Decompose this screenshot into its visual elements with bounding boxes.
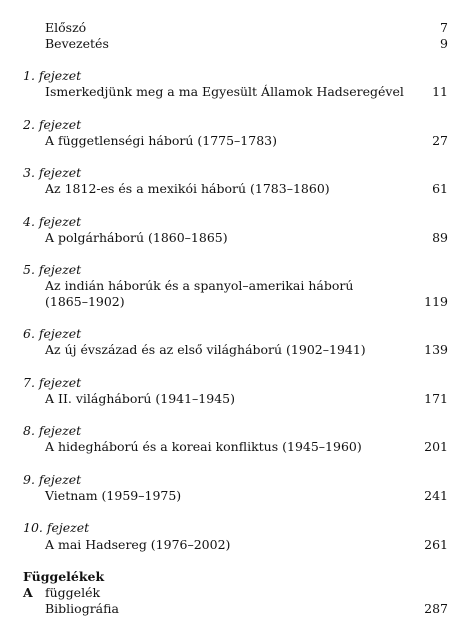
page-number: 261 [424,537,448,552]
chapter-label: 10. fejezet [23,520,90,535]
page-number: 201 [424,439,448,454]
chapter-label-row [0,326,473,342]
entry-title: A hidegháború és a koreai konfliktus (1945–1960) [45,439,362,454]
chapter-label-row [0,68,473,84]
page-number: 11 [432,84,448,99]
page-number: 7 [440,20,448,35]
entry-title: A függetlenségi háború (1775–1783) [45,133,277,148]
toc-entry-bibliografia [0,601,473,617]
appendix-heading: Függelékek [23,569,105,584]
appendix-letter: A [23,585,33,600]
toc-entry-chapter-1 [0,84,473,100]
toc-entry-chapter-2 [0,133,473,149]
chapter-label-row [0,165,473,181]
appendix-heading-row [0,569,473,585]
toc-entry-chapter-9 [0,488,473,504]
chapter-label: 4. fejezet [23,214,82,229]
page-number: 139 [424,342,448,357]
entry-title: Ismerkedjünk meg a ma Egyesült Államok Hadseregével [45,84,404,99]
chapter-label: 8. fejezet [23,423,82,438]
chapter-label: 3. fejezet [23,165,82,180]
entry-title: Az 1812-es és a mexikói háború (1783–1860) [45,181,330,196]
entry-title: Bevezetés [45,36,109,51]
chapter-label-row [0,262,473,278]
chapter-label-row [0,375,473,391]
toc-entry-chapter-10 [0,537,473,553]
toc-entry-chapter-8 [0,439,473,455]
toc-entry-eloszo [0,20,473,36]
chapter-label-row [0,214,473,230]
page-number: 171 [424,391,448,406]
chapter-label-row [0,520,473,536]
page-number: 9 [440,36,448,51]
chapter-label: 5. fejezet [23,262,82,277]
entry-title: A mai Hadsereg (1976–2002) [45,537,231,552]
entry-title: Az indián háborúk és a spanyol–amerikai háború [45,278,354,293]
chapter-label-row [0,423,473,439]
toc-entry-chapter-6 [0,342,473,358]
page-number: 89 [432,230,448,245]
chapter-label: 9. fejezet [23,472,82,487]
entry-title: Bibliográfia [45,601,119,616]
page-number: 119 [424,294,448,309]
entry-title: Előszó [45,20,87,35]
toc-entry-chapter-3 [0,181,473,197]
page-number: 241 [424,488,448,503]
page-number: 27 [432,133,448,148]
chapter-label: 2. fejezet [23,117,82,132]
chapter-label: 1. fejezet [23,68,82,83]
entry-title: A polgárháború (1860–1865) [45,230,228,245]
page-number: 287 [424,601,448,616]
toc-entry-bevezetes [0,36,473,52]
entry-title: (1865–1902) [45,294,125,309]
entry-title: Az új évszázad és az első világháború (1902–1941) [45,342,366,357]
toc-entry-chapter-5-line-2 [0,294,473,310]
chapter-label: 6. fejezet [23,326,82,341]
appendix-label-row [0,585,473,601]
chapter-label-row [0,472,473,488]
appendix-label: függelék [45,585,101,600]
entry-title: A II. világháború (1941–1945) [45,391,235,406]
page-number: 61 [432,181,448,196]
toc-entry-chapter-7 [0,391,473,407]
toc-entry-chapter-4 [0,230,473,246]
chapter-label: 7. fejezet [23,375,82,390]
entry-title: Vietnam (1959–1975) [45,488,182,503]
toc-entry-chapter-5-line-1 [0,278,473,294]
chapter-label-row [0,117,473,133]
